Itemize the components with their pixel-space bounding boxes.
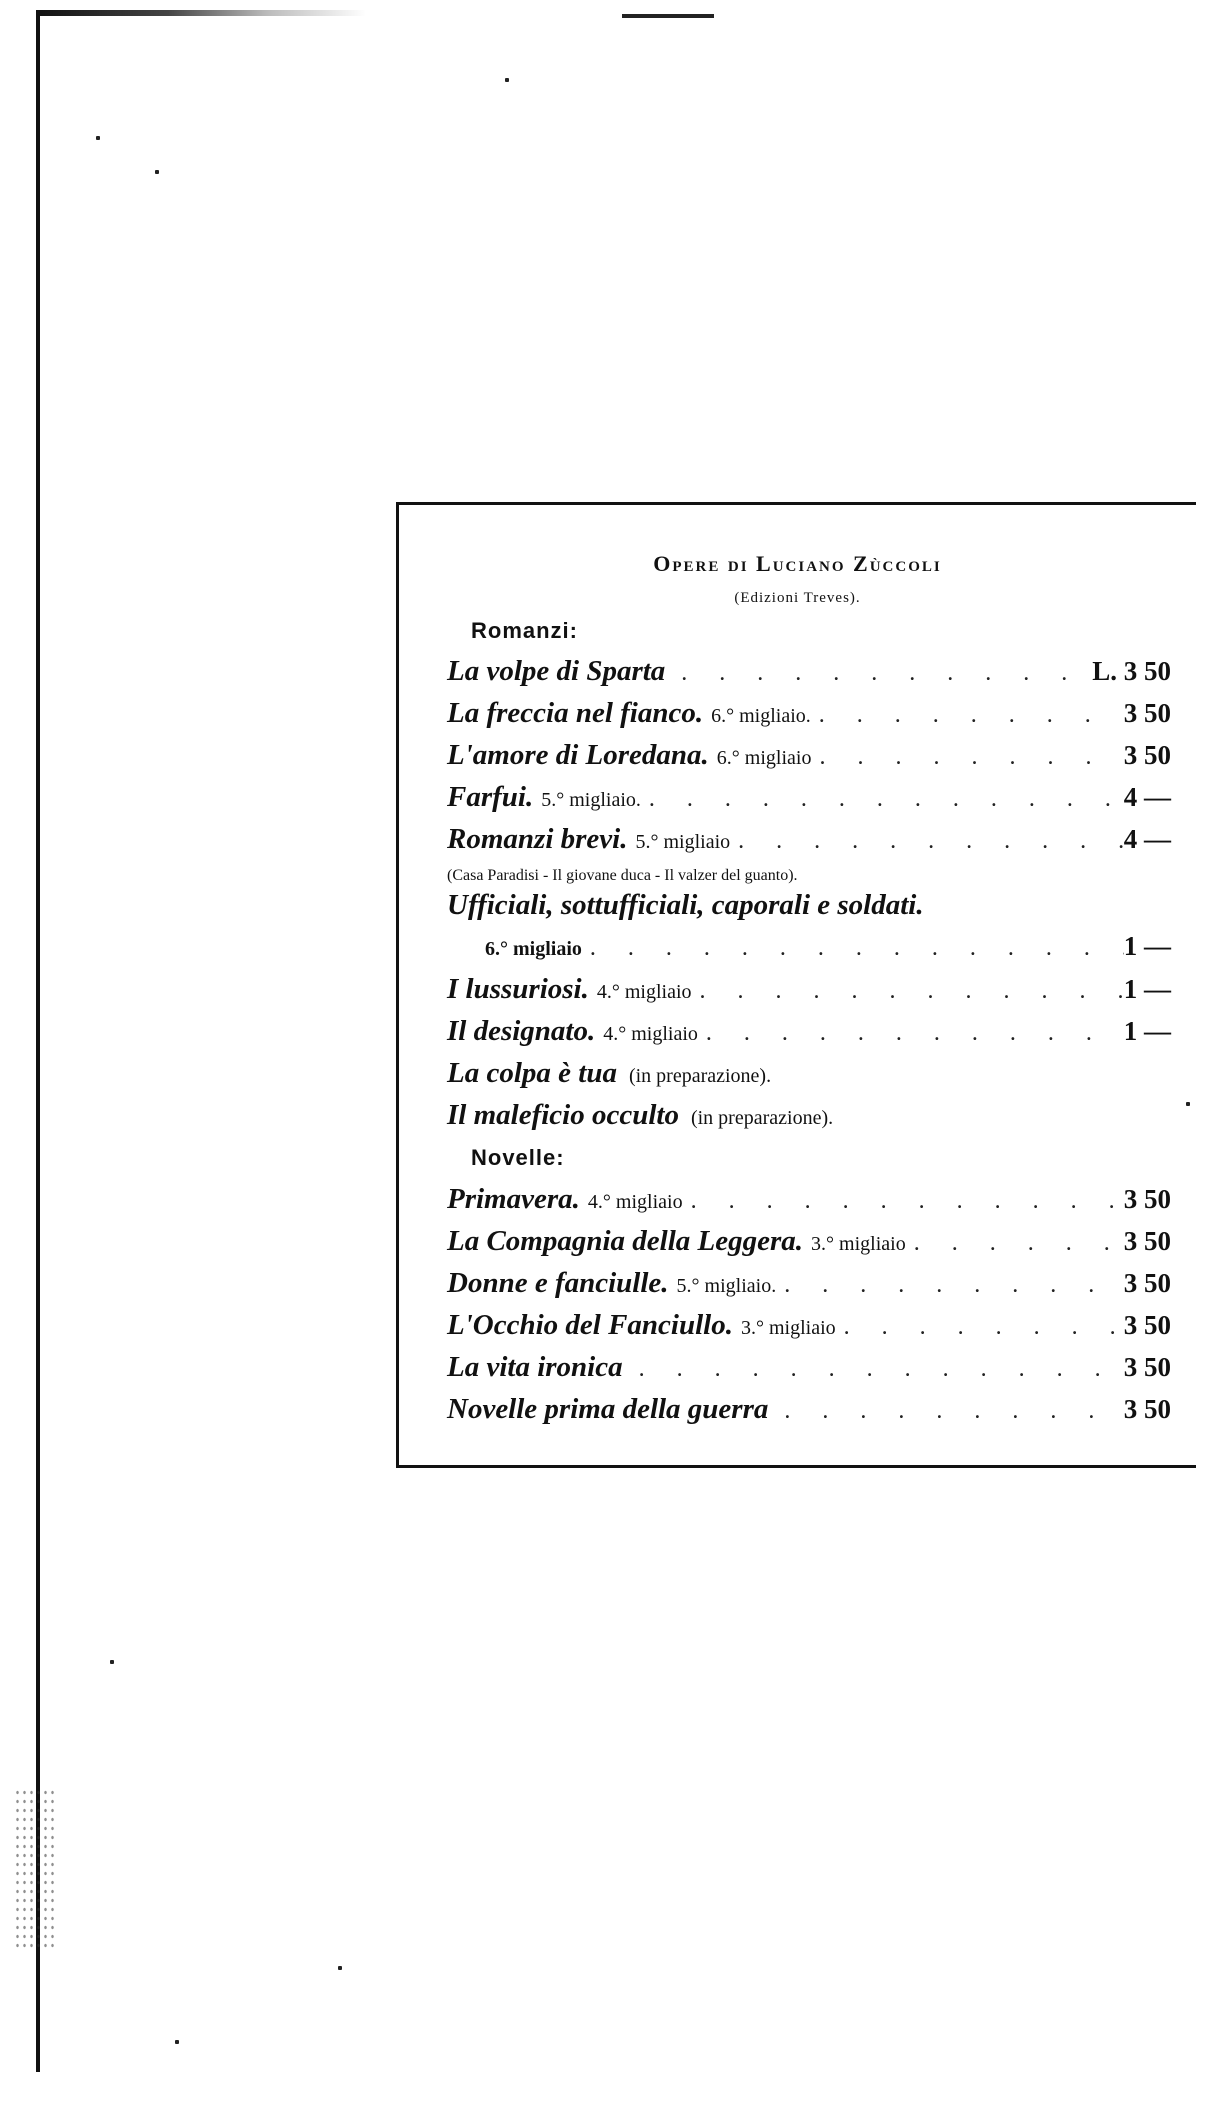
list-item (447, 889, 1187, 929)
book-price: 3 50 (1123, 740, 1171, 770)
page-title: Opere di Luciano Zùccoli (653, 551, 942, 576)
leader-dots (683, 1188, 1124, 1215)
book-price: 3 50 (1123, 698, 1171, 728)
book-note: 6.° migliaio (485, 938, 582, 960)
list-item (447, 823, 1171, 863)
scan-mark-top (622, 14, 714, 18)
book-note: (in preparazione). (690, 1107, 834, 1129)
list-item (447, 781, 1171, 821)
section-heading-romanzi: Romanzi: (471, 618, 578, 643)
leader-dots (673, 660, 1092, 687)
scan-speck (175, 2040, 179, 2044)
book-title: Novelle prima della guerra (447, 1393, 769, 1425)
book-title: Ufficiali, sottufficiali, caporali e soldati. (447, 889, 924, 921)
book-note: 6.° migliaio. (711, 705, 811, 727)
list-item (447, 1267, 1171, 1307)
book-note: (in preparazione). (628, 1065, 772, 1087)
scan-edge-left (36, 14, 40, 2072)
section-heading-novelle: Novelle: (471, 1145, 565, 1170)
book-note: 6.° migliaio (716, 747, 812, 769)
scan-speck (338, 1966, 342, 1970)
book-note: 5.° migliaio. (676, 1275, 777, 1297)
book-price: 1 — (1123, 931, 1171, 961)
book-title: Il designato. (447, 1015, 596, 1047)
leader-dots (582, 935, 1124, 962)
leader-dots (776, 1398, 1123, 1425)
scan-edge-top (36, 10, 366, 16)
book-price: 1 — (1123, 1016, 1171, 1046)
list-item (447, 1015, 1171, 1055)
book-note: 5.° migliaio. (541, 789, 641, 811)
leader-dots (730, 828, 1124, 855)
book-note: 3.° migliaio (811, 1233, 906, 1255)
list-item (447, 739, 1171, 779)
book-title: L'amore di Loredana. (447, 739, 709, 771)
leader-dots (692, 978, 1124, 1005)
book-title: La vita ironica (447, 1351, 623, 1383)
list-item (447, 1351, 1171, 1391)
list-item (447, 655, 1171, 695)
book-title: Romanzi brevi. (447, 823, 628, 855)
publisher-subtitle: (Edizioni Treves). (734, 590, 861, 606)
list-item (447, 1183, 1171, 1223)
leader-dots (836, 1314, 1124, 1341)
list-item (447, 1099, 1187, 1139)
leader-dots (906, 1230, 1124, 1257)
book-price: 3 50 (1123, 1352, 1171, 1382)
book-price: 3 50 (1123, 1310, 1171, 1340)
scan-noise (14, 1788, 54, 1948)
book-note: 5.° migliaio (635, 831, 731, 853)
scan-speck (110, 1660, 114, 1664)
book-title: I lussuriosi. (447, 973, 589, 1005)
book-price: 3 50 (1123, 1226, 1171, 1256)
book-price: L. 3 50 (1092, 656, 1171, 686)
book-title: Il maleficio occulto (447, 1099, 679, 1131)
book-note: 4.° migliaio (603, 1023, 698, 1045)
list-item (447, 1225, 1171, 1265)
book-title: La volpe di Sparta (447, 655, 666, 687)
leader-dots (811, 744, 1123, 771)
list-item (447, 973, 1171, 1013)
list-item (447, 1057, 1187, 1097)
book-price: 4 — (1123, 782, 1171, 812)
book-note: 4.° migliaio (596, 981, 692, 1003)
book-title: La colpa è tua (447, 1057, 617, 1089)
book-note: 4.° migliaio (587, 1191, 683, 1213)
book-price: 1 — (1123, 974, 1171, 1004)
book-price: 3 50 (1123, 1268, 1171, 1298)
book-title: Farfui. (447, 781, 534, 813)
publisher-advertisement (396, 502, 1196, 1468)
leader-dots (811, 702, 1124, 729)
leader-dots (641, 786, 1124, 813)
scan-speck (96, 136, 100, 140)
scan-speck (155, 170, 159, 174)
scan-speck (505, 78, 509, 82)
book-title: L'Occhio del Fanciullo. (447, 1309, 733, 1341)
list-item (447, 1393, 1171, 1433)
leader-dots (631, 1356, 1124, 1383)
book-title: La Compagnia della Leggera. (447, 1225, 804, 1257)
leader-dots (698, 1020, 1124, 1047)
book-note: 3.° migliaio (740, 1317, 836, 1339)
book-title: Primavera. (447, 1183, 580, 1215)
book-title: Donne e fanciulle. (447, 1267, 669, 1299)
book-price: 3 50 (1123, 1184, 1171, 1214)
book-price: 3 50 (1123, 1394, 1171, 1424)
list-item (447, 1309, 1171, 1349)
book-price: 4 — (1123, 824, 1171, 854)
book-title: La freccia nel fianco. (447, 697, 704, 729)
list-item (485, 931, 1171, 971)
list-item (447, 697, 1171, 737)
leader-dots (776, 1272, 1124, 1299)
book-contents-note: (Casa Paradisi - Il giovane duca - Il valzer del guanto). (447, 867, 798, 884)
